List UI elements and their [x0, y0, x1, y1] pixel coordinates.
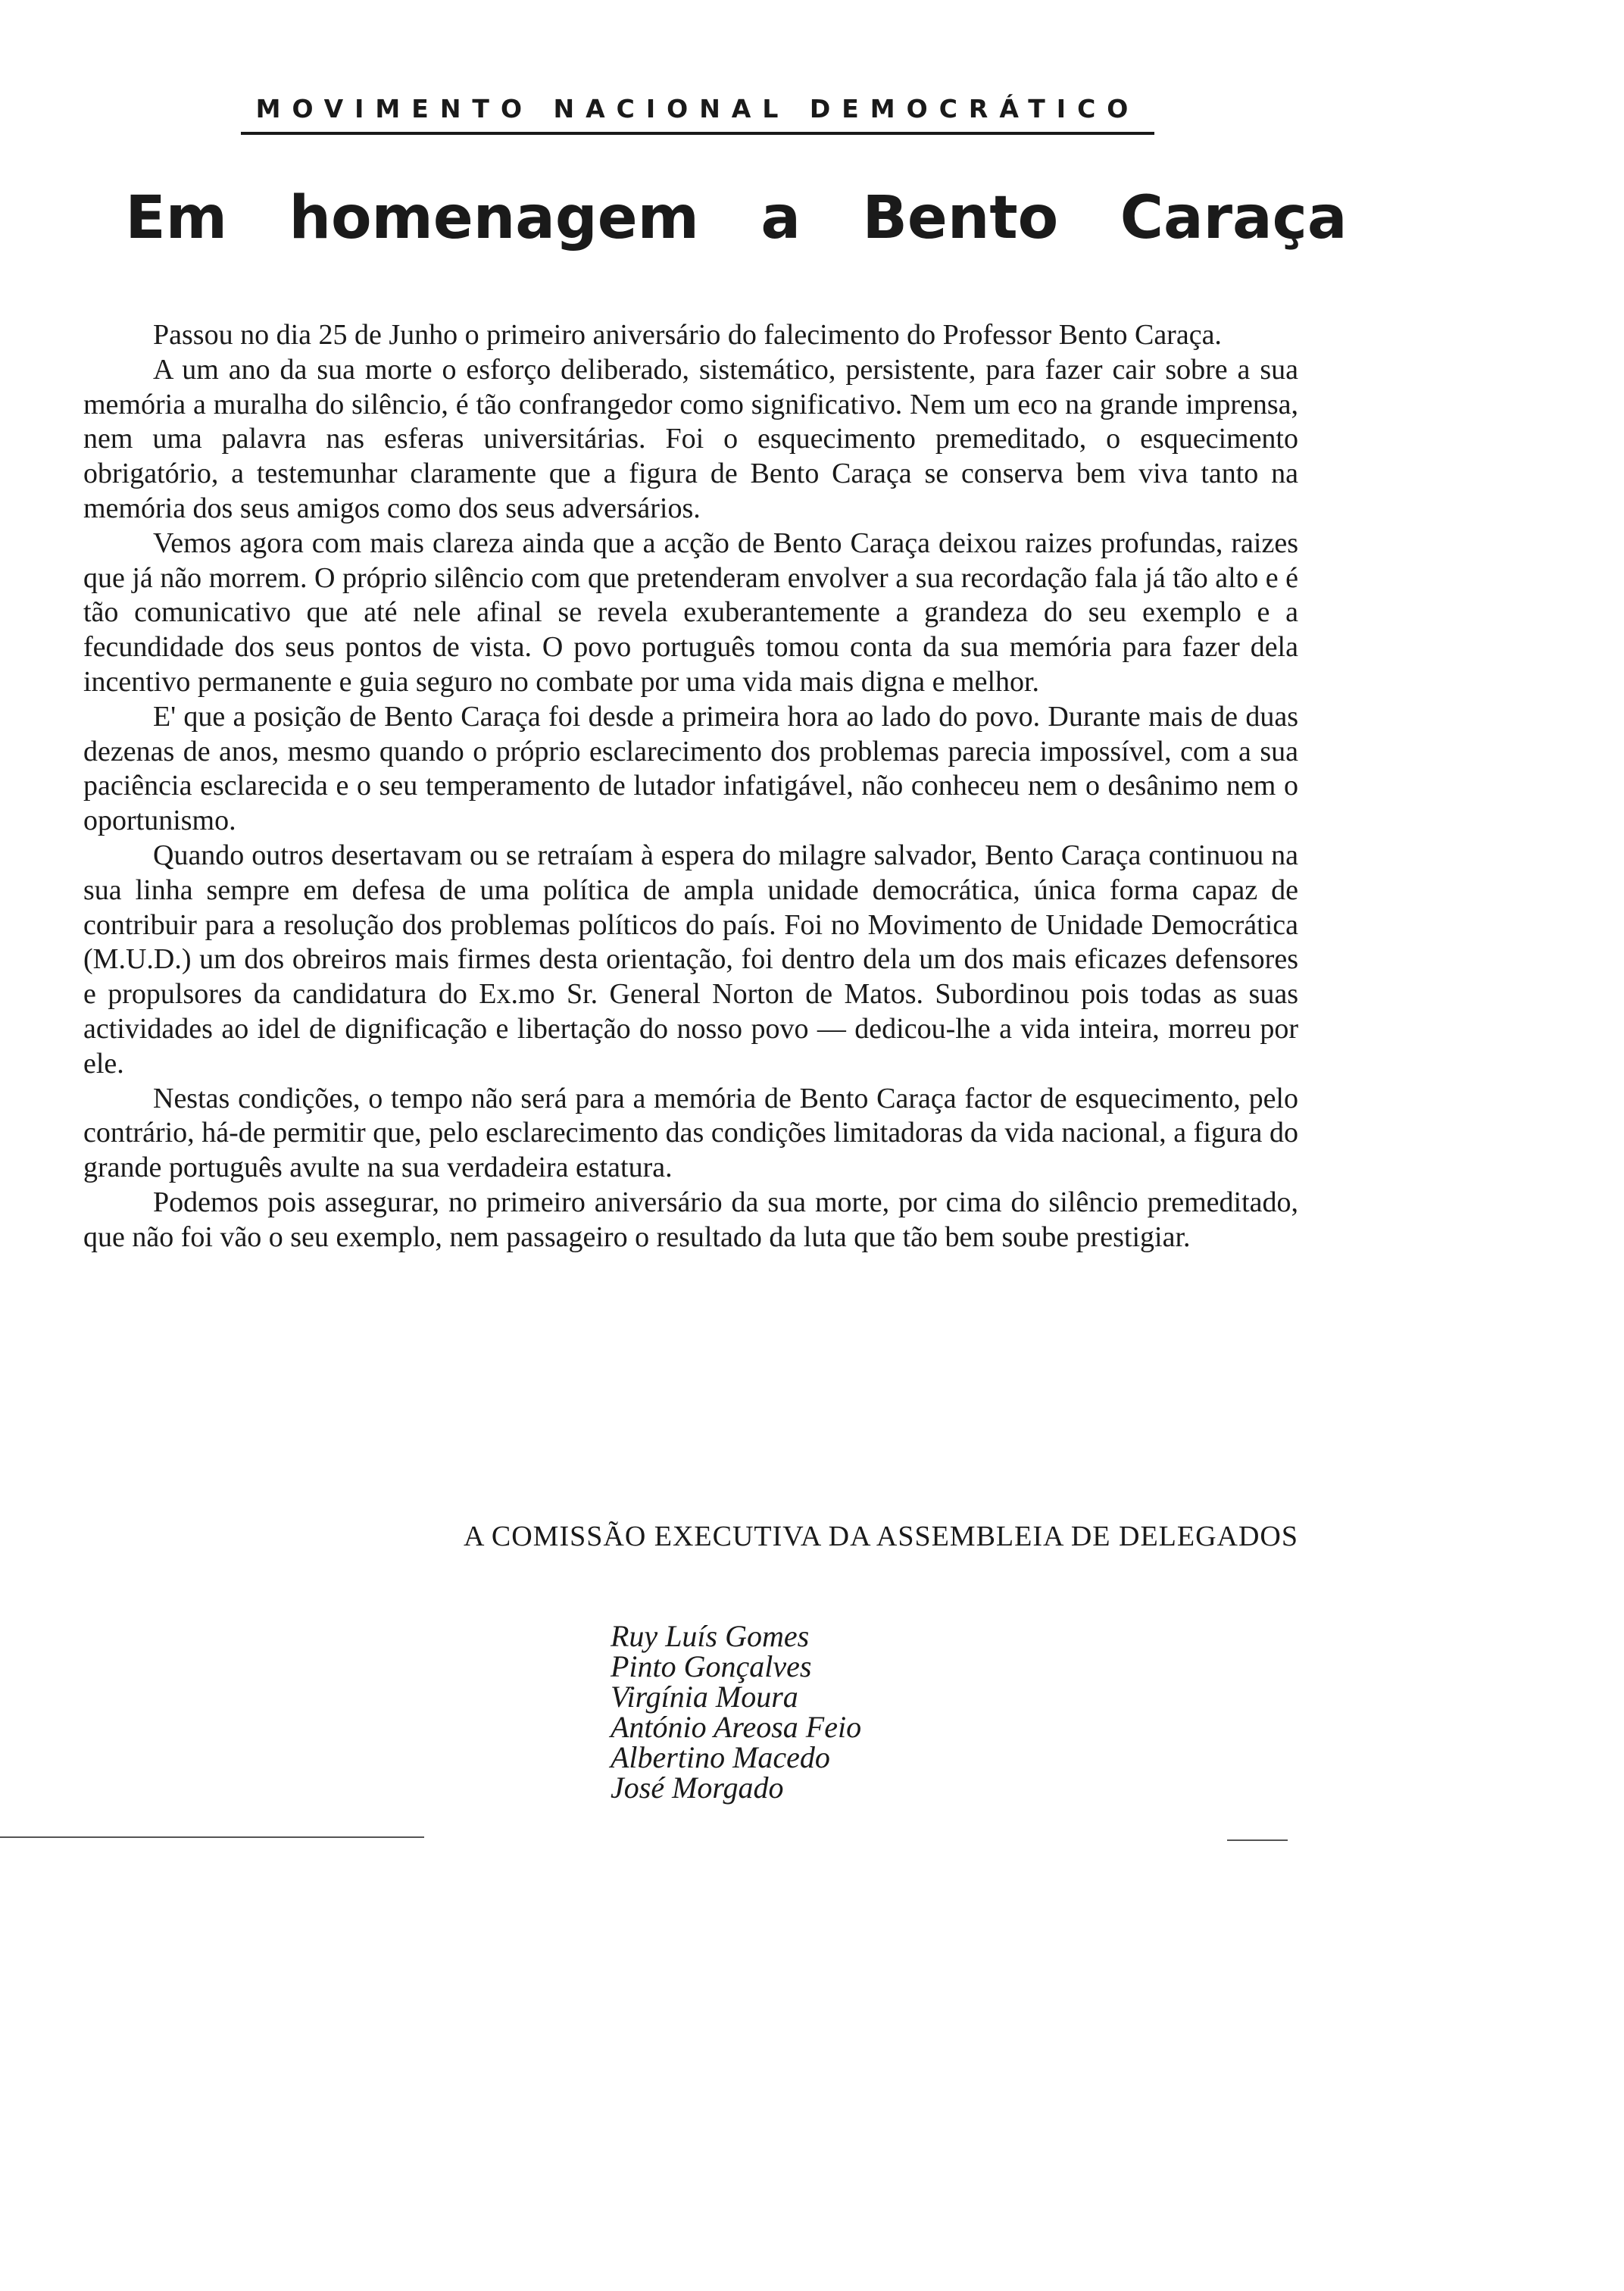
paragraph-2: A um ano da sua morte o esforço deliberado, sistemático, persistente, para fazer cair sobre a sua memória a muralha do silêncio, é tão confrangedor como significativo. Nem um eco na grande imprensa, nem uma palavra nas esferas universitárias. Foi o esquecimento premeditado, o esquecimento obrigatório, a testemunhar claramente que a figura de Bento Caraça se conserva bem viva tanto na memória dos seus amigos como dos seus adversários.: [83, 353, 1298, 524]
paragraph-4: E' que a posição de Bento Caraça foi desde a primeira hora ao lado do povo. Durante mais de duas dezenas de anos, mesmo quando o próprio esclarecimento dos problemas parecia impossível, com a sua paciência esclarecida e o seu temperamento de lutador infatigável, não conheceu nem o desânimo nem o oportunismo.: [83, 700, 1298, 837]
paragraph-5: Quando outros desertavam ou se retraíam à espera do milagre salvador, Bento Caraça continuou na sua linha sempre em defesa de uma política de ampla unidade democrática, única forma capaz de contribuir para a resolução dos problemas políticos do país. Foi no Movimento de Unidade Democrática (M.U.D.) um dos obreiros mais firmes desta orientação, foi dentro dela um dos mais eficazes defensores e propulsores da candidatura do Ex.mo Sr. General Norton de Matos. Subordinou pois todas as suas actividades ao idel de dignificação e libertação do nosso povo — dedicou-lhe a vida inteira, morreu por ele.: [83, 839, 1298, 1080]
signature-4: António Areosa Feio: [611, 1710, 862, 1744]
signature-5: Albertino Macedo: [611, 1740, 830, 1774]
signature-3: Virgínia Moura: [611, 1680, 798, 1714]
signature-2: Pinto Gonçalves: [611, 1649, 812, 1683]
scan-artifact-line-left: [0, 1836, 424, 1838]
paragraph-3: Vemos agora com mais clareza ainda que a acção de Bento Caraça deixou raizes profundas, raizes que já não morrem. O próprio silêncio com que pretenderam envolver a sua recordação fala já tão alto e é tão comunicativo que até nele afinal se revela exuberantemente a grandeza do seu exemplo e a fecundidade dos seus pontos de vista. O povo português tomou conta da sua memória para fazer dela incentivo permanente e guia seguro no combate por uma vida mais digna e melhor.: [83, 527, 1298, 698]
paragraph-1: Passou no dia 25 de Junho o primeiro aniversário do falecimento do Professor Bento Caraça.: [153, 319, 1222, 351]
paragraph-6: Nestas condições, o tempo não será para a memória de Bento Caraça factor de esquecimento, pelo contrário, há-de permitir que, pelo esclarecimento das condições limitadoras da vida nacional, a figura do grande português avulte na sua verdadeira estatura.: [83, 1082, 1298, 1184]
signature-6: José Morgado: [611, 1771, 784, 1805]
document-body: [83, 318, 1298, 1255]
signature-1: Ruy Luís Gomes: [611, 1619, 810, 1653]
document-title: Em homenagem a Bento Caraça: [125, 184, 1348, 252]
organization-header: MOVIMENTO NACIONAL DEMOCRÁTICO: [255, 94, 1140, 123]
paragraph-7: Podemos pois assegurar, no primeiro aniversário da sua morte, por cima do silêncio premeditado, que não foi vão o seu exemplo, nem passageiro o resultado da luta que tão bem soube prestigiar.: [83, 1186, 1298, 1253]
scan-artifact-line-right: [1227, 1839, 1288, 1841]
commission-line: A COMISSÃO EXECUTIVA DA ASSEMBLEIA DE DELEGADOS: [464, 1521, 1298, 1552]
signature-block: [611, 1621, 1065, 1803]
header-underline: [241, 132, 1154, 135]
